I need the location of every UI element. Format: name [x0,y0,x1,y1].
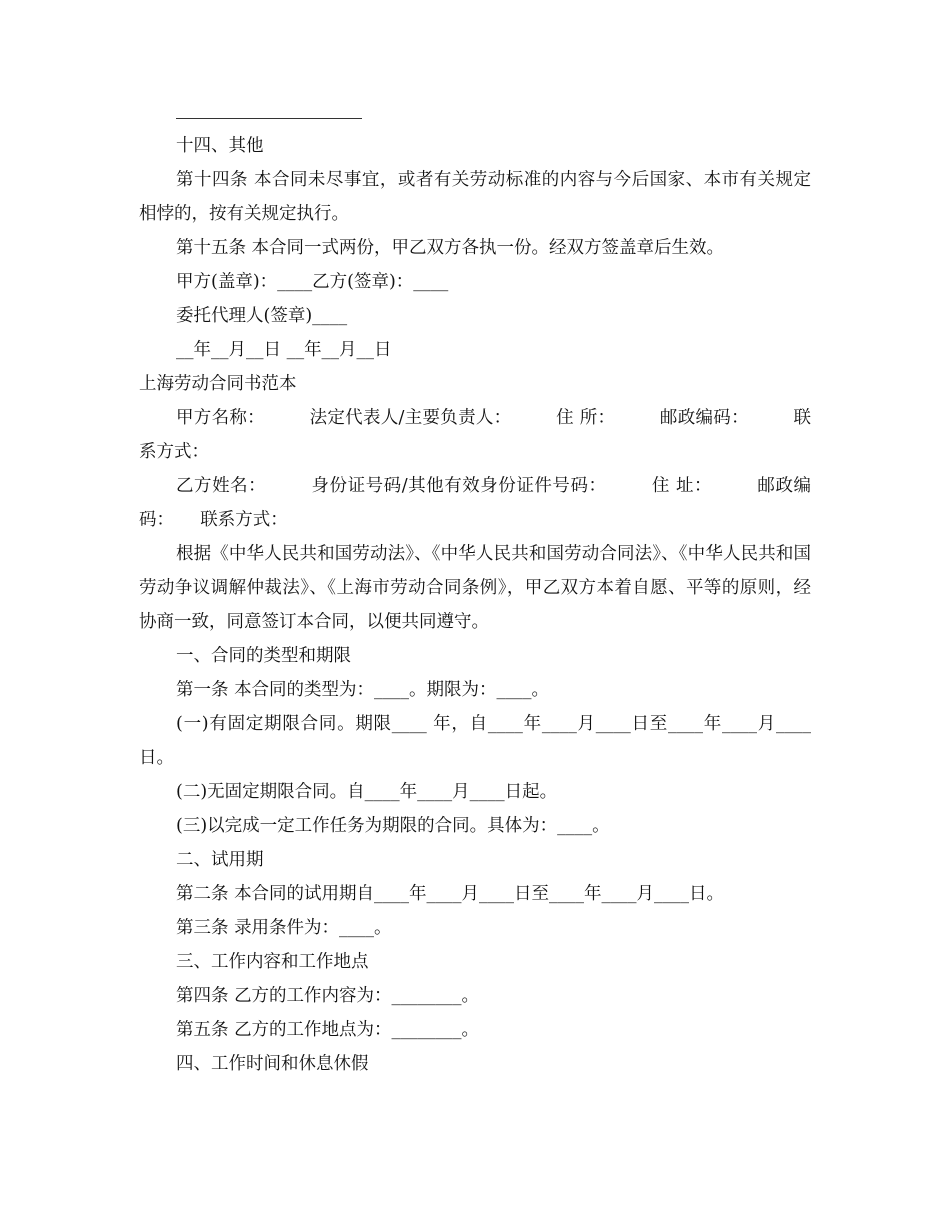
task-term-clause: (三)以完成一定工作任务为期限的合同。具体为：____。 [176,816,610,836]
fixed-term-clause: (一)有固定期限合同。期限____ 年，自____年____月____日至____年____月____日。 [139,714,811,768]
article-4: 第四条 乙方的工作内容为：________。 [176,986,480,1006]
party-b-info: 乙方姓名： 身份证号码/其他有效身份证件号码： 住 址： 邮政编码： 联系方式： [139,476,811,530]
signature-party-line: 甲方(盖章)：____乙方(签章)：____ [176,272,449,292]
agent-signature-line: 委托代理人(签章)____ [176,306,348,326]
article-3: 第三条 录用条件为：____。 [176,918,392,938]
section-heading-14: 十四、其他 [176,136,264,156]
document-body [139,118,811,1081]
preamble-paragraph: 根据《中华人民共和国劳动法》、《中华人民共和国劳动合同法》、《中华人民共和国劳动争议调解仲裁法》、《上海市劳动合同条例》，甲乙双方本着自愿、平等的原则，经协商一致，同意签订本合同，以便共同遵守。 [139,544,811,632]
section-heading-1: 一、合同的类型和期限 [176,646,351,666]
article-5: 第五条 乙方的工作地点为：________。 [176,1020,480,1040]
article-14: 第十四条 本合同未尽事宜，或者有关劳动标准的内容与今后国家、本市有关规定相悖的，按有关规定执行。 [139,170,811,224]
article-2: 第二条 本合同的试用期自____年____月____日至____年____月____日。 [176,884,725,904]
article-1: 第一条 本合同的类型为：____。期限为：____。 [176,680,550,700]
date-line: __年__月__日 __年__月__日 [176,340,392,360]
section-heading-3: 三、工作内容和工作地点 [176,952,369,972]
open-term-clause: (二)无固定期限合同。自____年____月____日起。 [176,782,558,802]
party-a-info: 甲方名称： 法定代表人/主要负责人： 住 所： 邮政编码： 联系方式： [139,408,811,462]
document-title: 上海劳动合同书范本 [139,374,297,394]
section-heading-4: 四、工作时间和休息休假 [176,1054,369,1074]
section-heading-2: 二、试用期 [176,850,264,870]
top-rule-divider [176,118,362,119]
article-15: 第十五条 本合同一式两份，甲乙双方各执一份。经双方签盖章后生效。 [176,238,725,258]
